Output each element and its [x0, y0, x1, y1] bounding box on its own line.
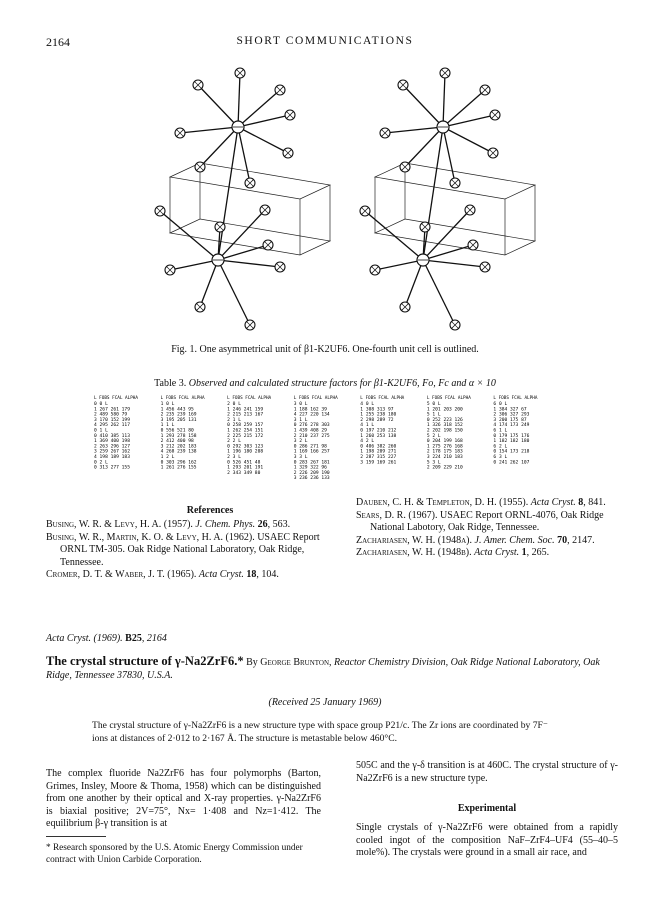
table-row: 0 406 382 260	[360, 444, 397, 450]
experimental-text: Single crystals of γ-Na2ZrF6 were obtained from a rapidly cooled ingot of the composition NaF–ZrF4–UF4 (55–40–5 mole%). The crystals were ground in a small air race, and	[356, 822, 618, 859]
bond	[375, 260, 423, 270]
page-number: 2164	[46, 35, 70, 49]
footnote: * Research sponsored by the U.S. Atomic Energy Commission under contract with Union Carbide Corporation.	[46, 843, 303, 865]
table-row: 2 343 349 80	[227, 470, 261, 476]
received-date	[0, 697, 650, 708]
table-row: 6 1 L	[493, 428, 508, 434]
table-row: 1 188 162 39	[293, 407, 327, 413]
reference-item	[46, 532, 346, 570]
table-row: 1 308 313 97	[360, 407, 394, 413]
bond	[423, 260, 455, 325]
reference-pages: , 841.	[583, 497, 606, 508]
table-row: 2 210 237 275	[293, 433, 330, 439]
bond	[170, 260, 218, 270]
reference-volume: 26	[257, 519, 268, 530]
bond	[238, 90, 280, 127]
article-citation	[46, 633, 167, 644]
table-row: 1 246 241 159	[227, 407, 264, 413]
reference-item	[356, 510, 606, 535]
article-affiliation: Reactor Chemistry Division, Oak Ridge National Laboratory, Oak Ridge, Tennessee 37830, U.S.A.	[46, 657, 600, 681]
table-row: 1 2 L	[160, 455, 175, 460]
reference-item	[356, 497, 606, 510]
table-column-header: L FOBS FCAL ALPHA	[360, 396, 405, 401]
table-row: 2 215 213 167	[227, 412, 264, 418]
reference-journal: J. Chem. Phys.	[195, 519, 258, 530]
table-row: 3 3 L	[293, 455, 308, 460]
bond	[385, 127, 443, 133]
table-row: 4 268 239 138	[160, 449, 197, 455]
table-row: 0 204 199 168	[426, 439, 463, 445]
bond	[238, 73, 240, 127]
table-row: 1 456 443 95	[160, 407, 194, 413]
table-row: 0 276 278 303	[293, 423, 330, 429]
article-heading	[46, 655, 621, 682]
table-row: 6 2 L	[493, 444, 508, 450]
reference-volume: 70	[557, 534, 568, 546]
reference-authors: Cromer, D. T. & Waber, J. T. (1965).	[46, 569, 199, 581]
footnote-rule	[46, 836, 106, 837]
reference-authors: Busing, W. R. & Levy, H. A. (1957).	[46, 519, 196, 530]
table-column-header: L FOBS FCAL ALPHA	[227, 396, 272, 401]
table-row: 2 226 209 190	[293, 470, 330, 476]
table-row: 4 227 220 134	[293, 412, 330, 418]
table-column-header: L FOBS FCAL ALPHA	[426, 396, 471, 401]
references-left-column	[46, 519, 346, 582]
table-row: 2 3 L	[227, 455, 241, 460]
table-row: 0 303 296 162	[160, 460, 197, 466]
reference-authors: Sears, D. R. (1967).	[356, 509, 441, 521]
table-row: 4 1 L	[360, 423, 375, 429]
table-row: 2 202 198 150	[426, 428, 463, 434]
table-row: 1 196 180 208	[227, 449, 264, 455]
table-row: 4 174 173 249	[493, 423, 530, 429]
reference-volume: 1	[521, 547, 527, 559]
bond	[403, 85, 443, 127]
table-row: 5 3 L	[426, 460, 441, 466]
table-row: 1 275 276 168	[426, 444, 463, 450]
reference-volume: 8	[578, 497, 584, 508]
table-row: 5 2 L	[426, 433, 441, 439]
table-row: 1 260 253 138	[360, 433, 397, 439]
reference-volume: 18	[246, 569, 257, 581]
bond	[443, 127, 493, 153]
bond	[238, 127, 288, 153]
bond	[423, 260, 485, 267]
table-row: 0 2 L	[94, 460, 108, 466]
citation-volume: B25	[125, 633, 142, 644]
citation-year: (1969).	[93, 633, 123, 644]
table-row: 2 225 215 172	[227, 433, 264, 439]
table-row: 3 195 205 131	[160, 417, 197, 423]
reference-authors: Busing, W. R., Martin, K. O. & Levy, H. A. (1962).	[46, 531, 258, 543]
table-row: 0 0 L	[94, 402, 108, 407]
reference-pages: , 2147.	[567, 534, 595, 546]
received-text: (Received 25 January 1969)	[268, 697, 382, 708]
table-row: 0 313 277 155	[94, 465, 130, 471]
reference-item	[356, 547, 606, 560]
table-row: 1 0 L	[160, 402, 175, 407]
table-row: 0 556 521 80	[160, 428, 194, 434]
table-row: 3 159 169 261	[360, 460, 397, 466]
table-row: 0 241 262 107	[493, 460, 530, 466]
reference-pages: , 563.	[267, 519, 291, 530]
table-row: 1 201 203 200	[426, 407, 463, 413]
table-row: 1 439 408 29	[293, 428, 327, 434]
reference-item	[46, 569, 346, 582]
table-row: 4 2 L	[360, 439, 375, 445]
table-caption-text: Observed and calculated structure factors for β1-K2UF6, Fo, Fc and α × 10	[188, 378, 496, 389]
table-row: 1 182 182 180	[493, 439, 530, 445]
bond	[443, 90, 485, 127]
bond	[218, 127, 238, 260]
table-row: 2 235 239 169	[160, 412, 197, 418]
article-author: George Brunton,	[260, 657, 332, 668]
table-row: 0 179 175 176	[493, 433, 530, 439]
bond	[365, 211, 423, 260]
table-column-header: L FOBS FCAL ALPHA	[94, 396, 138, 401]
table-row: 2 209 229 210	[426, 465, 463, 471]
table-row: 0 154 173 218	[493, 449, 530, 455]
table-row: 4 0 L	[360, 402, 375, 407]
table-row: 3 170 152 199	[94, 417, 130, 423]
citation-page: , 2164	[141, 633, 167, 644]
reference-details: USAEC Report ORNL TM-305. Oak Ridge National Laboratory, Oak Ridge, Tennessee.	[60, 531, 320, 568]
abstract: The crystal structure of γ-Na2ZrF6 is a new structure type with space group P21/c. The Zr ions are coordinated by 7F⁻ ions at distances of 2·012 to 2·167 Å. The structure is metastable below 460°C.	[92, 720, 548, 744]
table-row: 1 1 L	[160, 423, 175, 429]
bond	[180, 127, 238, 133]
table-row: 0 252 223 126	[426, 417, 463, 423]
reference-item	[356, 535, 606, 548]
table-row: 2 0 L	[227, 402, 241, 407]
table-row: 2 178 175 183	[426, 449, 463, 455]
experimental-heading: Experimental	[457, 803, 517, 814]
table-row: 2 1 L	[227, 417, 241, 423]
bond	[218, 260, 250, 325]
table-row: 2 263 296 127	[94, 444, 130, 450]
bond	[423, 127, 443, 260]
table-row: 2 412 400 98	[160, 439, 194, 445]
table-row: 3 0 L	[293, 402, 308, 407]
table-row: 2 306 327 293	[493, 412, 530, 418]
figure-caption: Fig. 1. One asymmetrical unit of β1-K2UF6. One-fourth unit cell is outlined.	[171, 344, 479, 355]
table-row: 3 212 202 183	[160, 444, 197, 450]
table-row: 0 410 385 113	[94, 433, 130, 439]
table-row: 0 286 271 98	[293, 444, 327, 450]
table-row: 3 236 236 133	[293, 476, 330, 482]
citation-journal: Acta Cryst.	[46, 633, 91, 644]
table-row: 0 197 210 212	[360, 428, 397, 434]
reference-journal: Acta Cryst.	[474, 547, 522, 559]
bond	[198, 85, 238, 127]
body-text-left: The complex fluoride Na2ZrF6 has four polymorphs (Barton, Grimes, Insley, Moore & Thoma, 1958) which can be distinguished from one another by their optical and X-ray properties. γ-Na2ZrF6 is biaxial positive; 2V=75°, Nx= 1·408 and Nz=1·412. The equilibrium β-γ transition is at	[46, 768, 321, 830]
article-by: By	[246, 657, 258, 668]
article-title: The crystal structure of γ-Na2ZrF6.*	[46, 654, 244, 668]
table-row: 0 292 303 123	[227, 444, 264, 450]
table-row: 3 200 175 87	[493, 417, 527, 423]
reference-authors: Dauben, C. H. & Templeton, D. H. (1955).	[356, 497, 531, 508]
table-row: 4 295 262 117	[94, 423, 130, 429]
table-row: 1 169 166 257	[293, 449, 330, 455]
bond	[200, 260, 218, 307]
table-row: 5 0 L	[426, 402, 441, 407]
bond	[443, 73, 445, 127]
table-row: 6 3 L	[493, 455, 508, 460]
table-row: 0 283 267 181	[293, 460, 330, 466]
table-caption-prefix: Table 3.	[154, 378, 187, 389]
table-row: 1 293 278 158	[160, 433, 197, 439]
bond	[238, 127, 250, 183]
reference-pages: , 265.	[526, 547, 550, 559]
reference-item	[46, 519, 346, 532]
table-column-header: L FOBS FCAL ALPHA	[160, 396, 205, 401]
structure-factor-table	[92, 394, 558, 482]
table-row: 4 198 189 183	[94, 455, 130, 460]
table-row: 1 326 318 152	[426, 423, 463, 429]
table-row: 6 0 L	[493, 402, 508, 407]
table-row: 1 262 254 151	[227, 428, 264, 434]
bond	[238, 115, 290, 127]
unit-cell-bottom	[375, 219, 535, 255]
bond	[443, 127, 455, 183]
bond	[405, 260, 423, 307]
bond	[218, 260, 280, 267]
stereo-structure-figure	[140, 55, 540, 343]
reference-authors: Zachariasen, W. H. (1948b).	[356, 547, 475, 559]
table-row: 1 293 201 191	[227, 465, 264, 471]
running-title: SHORT COMMUNICATIONS	[236, 35, 414, 47]
bond	[443, 115, 495, 127]
table-row: 0 526 451 48	[227, 460, 261, 466]
table-row: 3 259 267 162	[94, 449, 130, 455]
table-row: 2 287 315 227	[360, 455, 397, 460]
table-row: 1 329 322 96	[293, 465, 327, 471]
reference-authors: Zachariasen, W. H. (1948a).	[356, 534, 475, 546]
table-row: 3 1 L	[293, 417, 308, 423]
table-row: 3 2 L	[293, 439, 308, 445]
reference-details: USAEC Report ORNL-4076, Oak Ridge National Labotory, Oak Ridge, Tennessee.	[370, 509, 604, 534]
body-text-right: 505C and the γ-δ transition is at 460C. The crystal structure of γ-Na2ZrF6 is a new structure type.	[356, 760, 618, 784]
table-row: 0 258 259 157	[227, 423, 264, 429]
references-right-column	[356, 497, 606, 560]
table-row: 5 1 L	[426, 412, 441, 418]
table-row: 1 198 209 271	[360, 449, 397, 455]
table-row: 1 369 400 198	[94, 439, 130, 445]
table-row: 1 261 276 155	[160, 465, 197, 471]
table-row: 2 489 580 79	[94, 412, 128, 418]
table-column-header: L FOBS FCAL ALPHA	[493, 396, 538, 401]
table-caption	[0, 378, 650, 389]
table-row: 3 224 210 183	[426, 455, 463, 460]
table-row: 1 384 327 67	[493, 407, 527, 413]
reference-journal: Acta Cryst.	[530, 497, 579, 508]
table-row: 1 267 261 179	[94, 407, 130, 413]
table-row: 1 255 238 180	[360, 412, 397, 418]
references-heading: References	[186, 505, 234, 516]
bond	[160, 211, 218, 260]
unit-cell-bottom	[170, 219, 330, 255]
table-row: 2 2 L	[227, 439, 241, 445]
reference-pages: , 104.	[256, 569, 279, 581]
table-row: 2 298 289 72	[360, 417, 394, 423]
table-row: 0 1 L	[94, 428, 108, 434]
reference-journal: J. Amer. Chem. Soc.	[474, 534, 558, 546]
reference-journal: Acta Cryst.	[198, 569, 247, 581]
table-column-header: L FOBS FCAL ALPHA	[293, 396, 338, 401]
